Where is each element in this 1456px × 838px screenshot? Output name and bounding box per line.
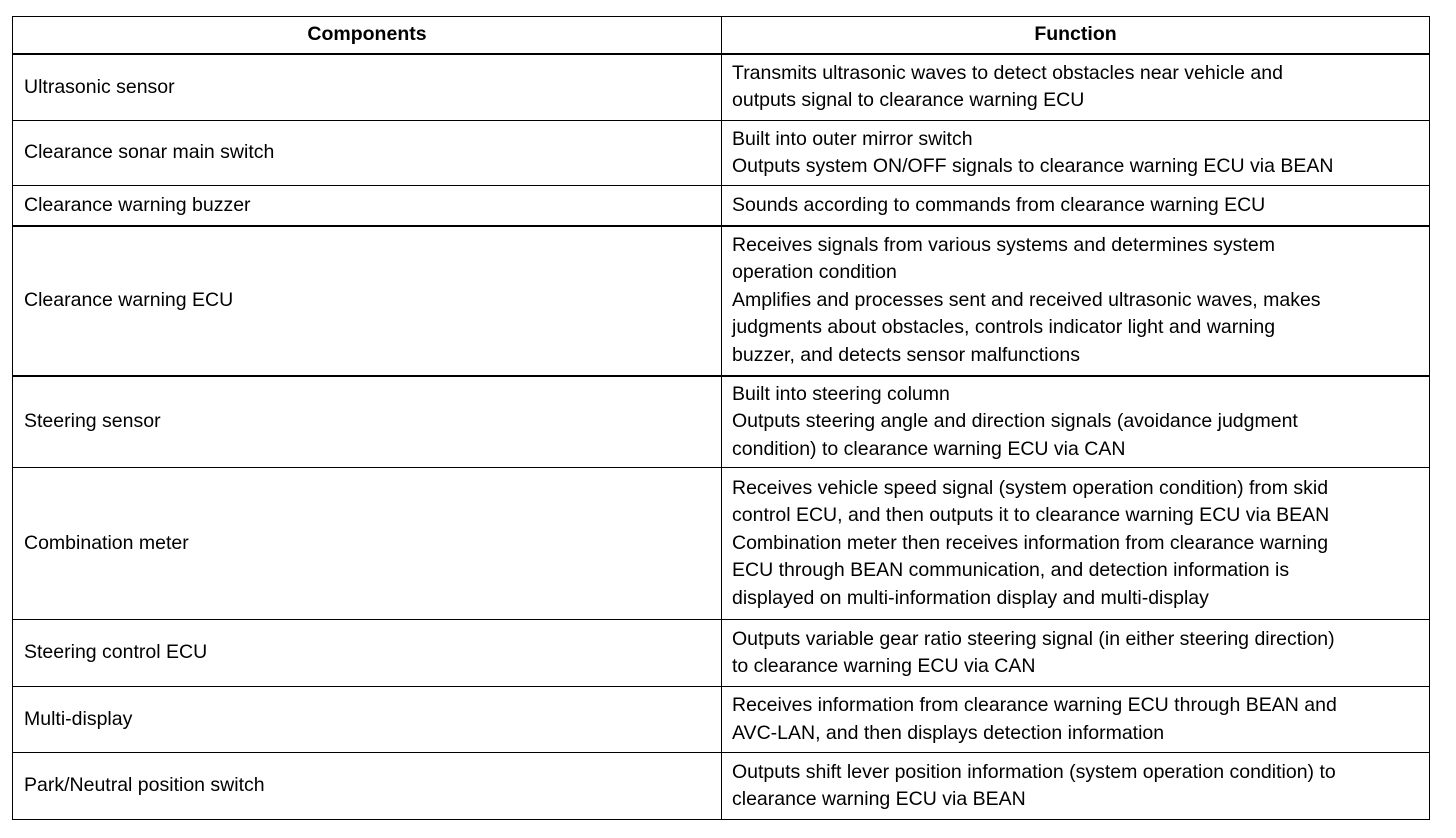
function-line: buzzer, and detects sensor malfunctions (732, 343, 1080, 366)
function-cell (722, 54, 1430, 121)
function-cell (722, 186, 1430, 226)
function-line: Built into outer mirror switch (732, 127, 973, 150)
table-row (13, 186, 1430, 226)
table-row (13, 468, 1430, 620)
function-line: Built into steering column (732, 382, 950, 405)
component-cell: Steering control ECU (13, 620, 722, 687)
function-line: displayed on multi-information display and multi-display (732, 586, 1209, 609)
component-cell: Ultrasonic sensor (13, 54, 722, 121)
function-line: AVC-LAN, and then displays detection information (732, 721, 1165, 744)
table-row (13, 226, 1430, 376)
table-row (13, 620, 1430, 687)
function-line: to clearance warning ECU via CAN (732, 655, 1036, 677)
function-line: Outputs variable gear ratio steering signal (in either steering direction) (732, 627, 1335, 650)
component-cell: Combination meter (13, 468, 722, 620)
function-line: clearance warning ECU via BEAN (732, 788, 1026, 810)
function-line: Receives information from clearance warning ECU through BEAN and (732, 694, 1337, 716)
component-cell: Park/Neutral position switch (13, 753, 722, 820)
function-line: Amplifies and processes sent and received ultrasonic waves, makes (732, 288, 1321, 311)
function-line: Receives signals from various systems and determines system (732, 233, 1275, 256)
function-line: Combination meter then receives information from clearance warning (732, 531, 1329, 554)
function-line: Transmits ultrasonic waves to detect obstacles near vehicle and (732, 61, 1283, 84)
table-row (13, 54, 1430, 121)
component-cell: Clearance warning buzzer (13, 186, 722, 226)
function-cell (722, 620, 1430, 687)
function-cell (722, 687, 1430, 753)
function-cell (722, 226, 1430, 376)
function-cell (722, 468, 1430, 620)
table-row (13, 753, 1430, 820)
function-line: Receives vehicle speed signal (system operation condition) from skid (732, 476, 1329, 499)
table-row (13, 687, 1430, 753)
function-line: judgments about obstacles, controls indicator light and warning (732, 316, 1276, 339)
function-line: condition) to clearance warning ECU via CAN (732, 437, 1126, 460)
function-line: Sounds according to commands from clearance warning ECU (732, 193, 1266, 216)
function-line: control ECU, and then outputs it to clearance warning ECU via BEAN (732, 504, 1330, 527)
component-cell: Multi-display (13, 687, 722, 753)
table-row (13, 376, 1430, 468)
component-cell: Clearance warning ECU (13, 226, 722, 376)
table-header-row (13, 17, 1430, 54)
function-line: Outputs system ON/OFF signals to clearance warning ECU via BEAN (732, 155, 1334, 177)
components-header: Components (13, 17, 722, 54)
function-cell (722, 121, 1430, 186)
components-function-table (12, 16, 1430, 820)
function-cell (722, 753, 1430, 820)
function-header: Function (722, 17, 1430, 54)
function-cell (722, 376, 1430, 468)
function-line: ECU through BEAN communication, and detection information is (732, 559, 1290, 582)
function-line: operation condition (732, 261, 897, 284)
function-line: outputs signal to clearance warning ECU (732, 89, 1085, 112)
function-line: Outputs steering angle and direction signals (avoidance judgment (732, 410, 1298, 432)
function-line: Outputs shift lever position information (system operation condition) to (732, 760, 1336, 783)
component-cell: Clearance sonar main switch (13, 121, 722, 186)
component-cell: Steering sensor (13, 376, 722, 468)
table-row (13, 121, 1430, 186)
